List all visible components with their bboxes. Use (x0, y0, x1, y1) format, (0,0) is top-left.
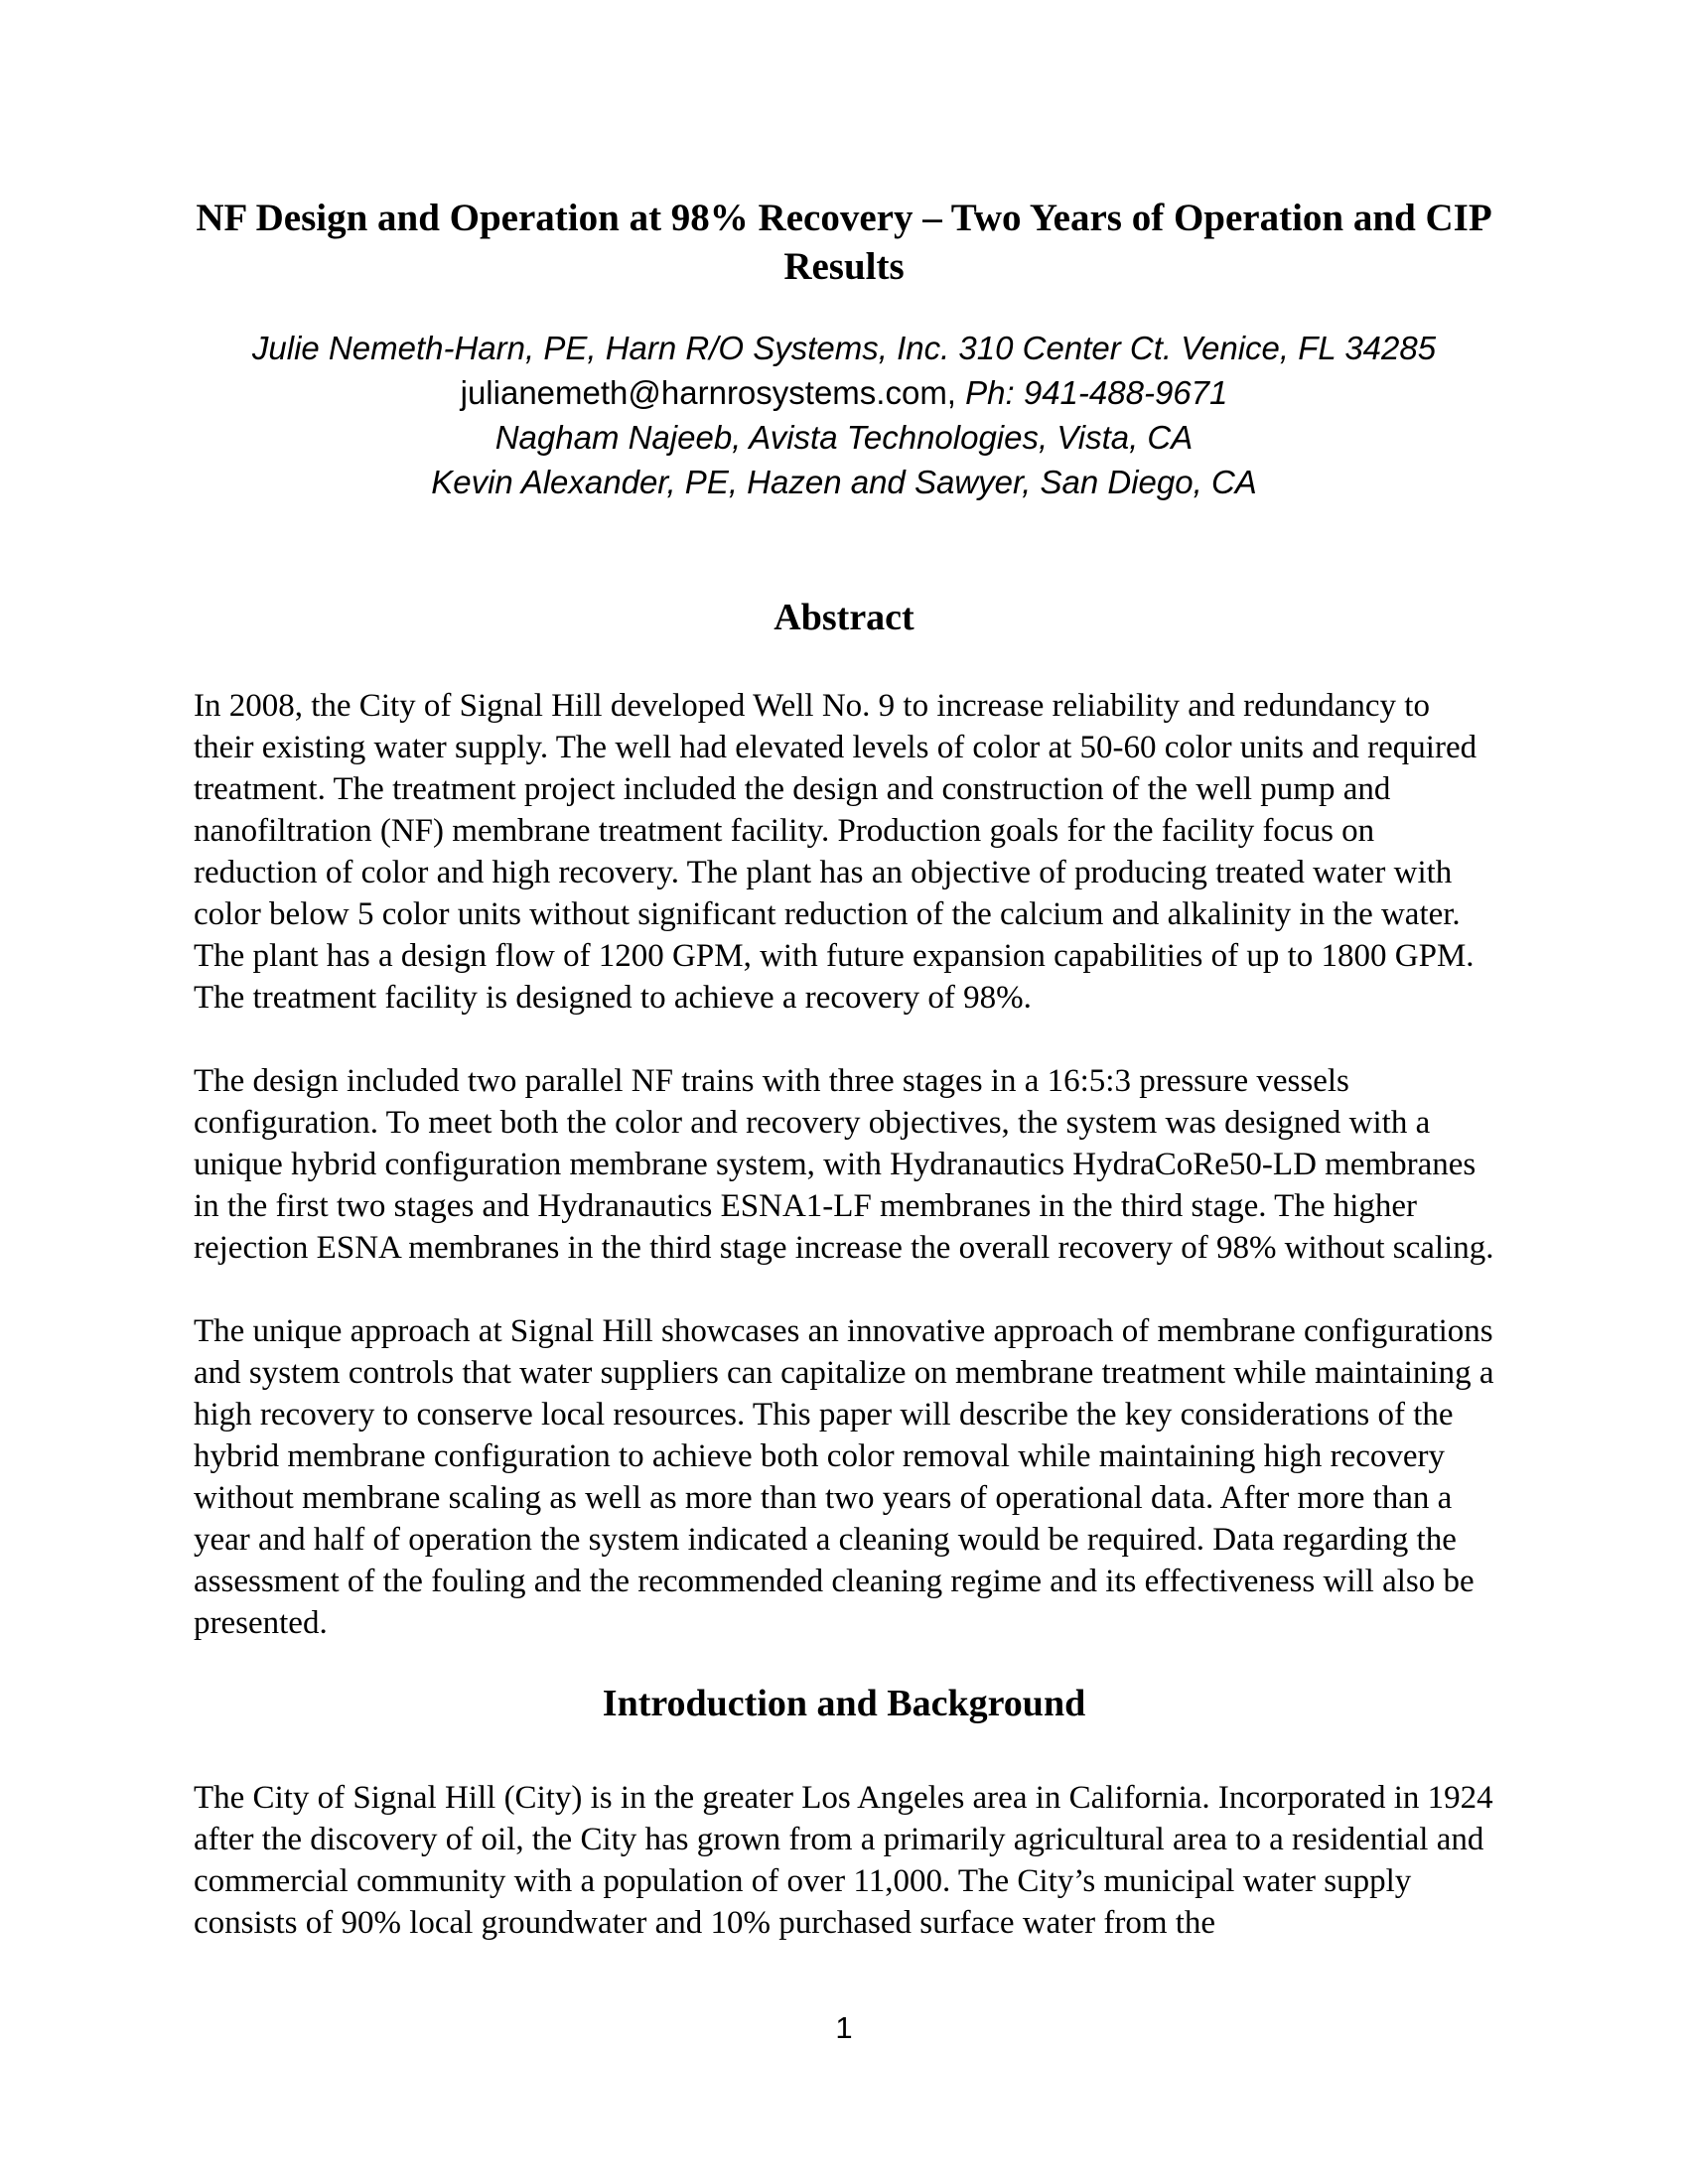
author-email: julianemeth@harnrosystems.com, (460, 374, 956, 411)
author-phone: Ph: 941-488-9671 (955, 374, 1228, 411)
paper-title: NF Design and Operation at 98% Recovery – Two Years of Operation and CIP Results (196, 197, 1492, 288)
author-line-1: Julie Nemeth-Harn, PE, Harn R/O Systems, Inc. 310 Center Ct. Venice, FL 34285 (251, 330, 1437, 366)
page-number: 1 (835, 2010, 853, 2045)
introduction-paragraph-1: The City of Signal Hill (City) is in the greater Los Angeles area in California. Incorporated in 1924 after the discovery of oil, the City has grown from a primarily agricultural area to a residential and commercial community with a population of over 11,000. The City’s municipal water supply consists of 90% local groundwater and 10% purchased surface water from the (194, 1780, 1493, 1941)
author-block (194, 326, 1494, 504)
author-line-4: Kevin Alexander, PE, Hazen and Sawyer, San Diego, CA (431, 464, 1257, 500)
author-line-3: Nagham Najeeb, Avista Technologies, Vista, CA (494, 419, 1194, 456)
abstract-paragraph-3: The unique approach at Signal Hill showcases an innovative approach of membrane configurations and system controls that water suppliers can capitalize on membrane treatment while maintaining a high recovery to conserve local resources. This paper will describe the key considerations of the hybrid membrane configuration to achieve both color removal while maintaining high recovery without membrane scaling as well as more than two years of operational data. After more than a year and half of operation the system indicated a cleaning would be required. Data regarding the assessment of the fouling and the recommended cleaning regime and its effectiveness will also be presented. (194, 1313, 1494, 1641)
author-line-2 (194, 370, 1494, 415)
abstract-paragraph-1: In 2008, the City of Signal Hill developed Well No. 9 to increase reliability and redundancy to their existing water supply. The well had elevated levels of color at 50-60 color units and required treatment. The treatment project included the design and construction of the well pump and nanofiltration (NF) membrane treatment facility. Production goals for the facility focus on reduction of color and high recovery. The plant has an objective of producing treated water with color below 5 color units without significant reduction of the calcium and alkalinity in the water. The plant has a design flow of 1200 GPM, with future expansion capabilities of up to 1800 GPM. The treatment facility is designed to achieve a recovery of 98%. (194, 688, 1477, 1016)
abstract-paragraph-2: The design included two parallel NF trains with three stages in a 16:5:3 pressure vessels configuration. To meet both the color and recovery objectives, the system was designed with a unique hybrid configuration membrane system, with Hydranautics HydraCoRe50-LD membranes in the first two stages and Hydranautics ESNA1-LF membranes in the third stage. The higher rejection ESNA membranes in the third stage increase the overall recovery of 98% without scaling. (194, 1063, 1494, 1266)
introduction-heading: Introduction and Background (602, 1683, 1086, 1724)
abstract-heading: Abstract (774, 597, 914, 638)
